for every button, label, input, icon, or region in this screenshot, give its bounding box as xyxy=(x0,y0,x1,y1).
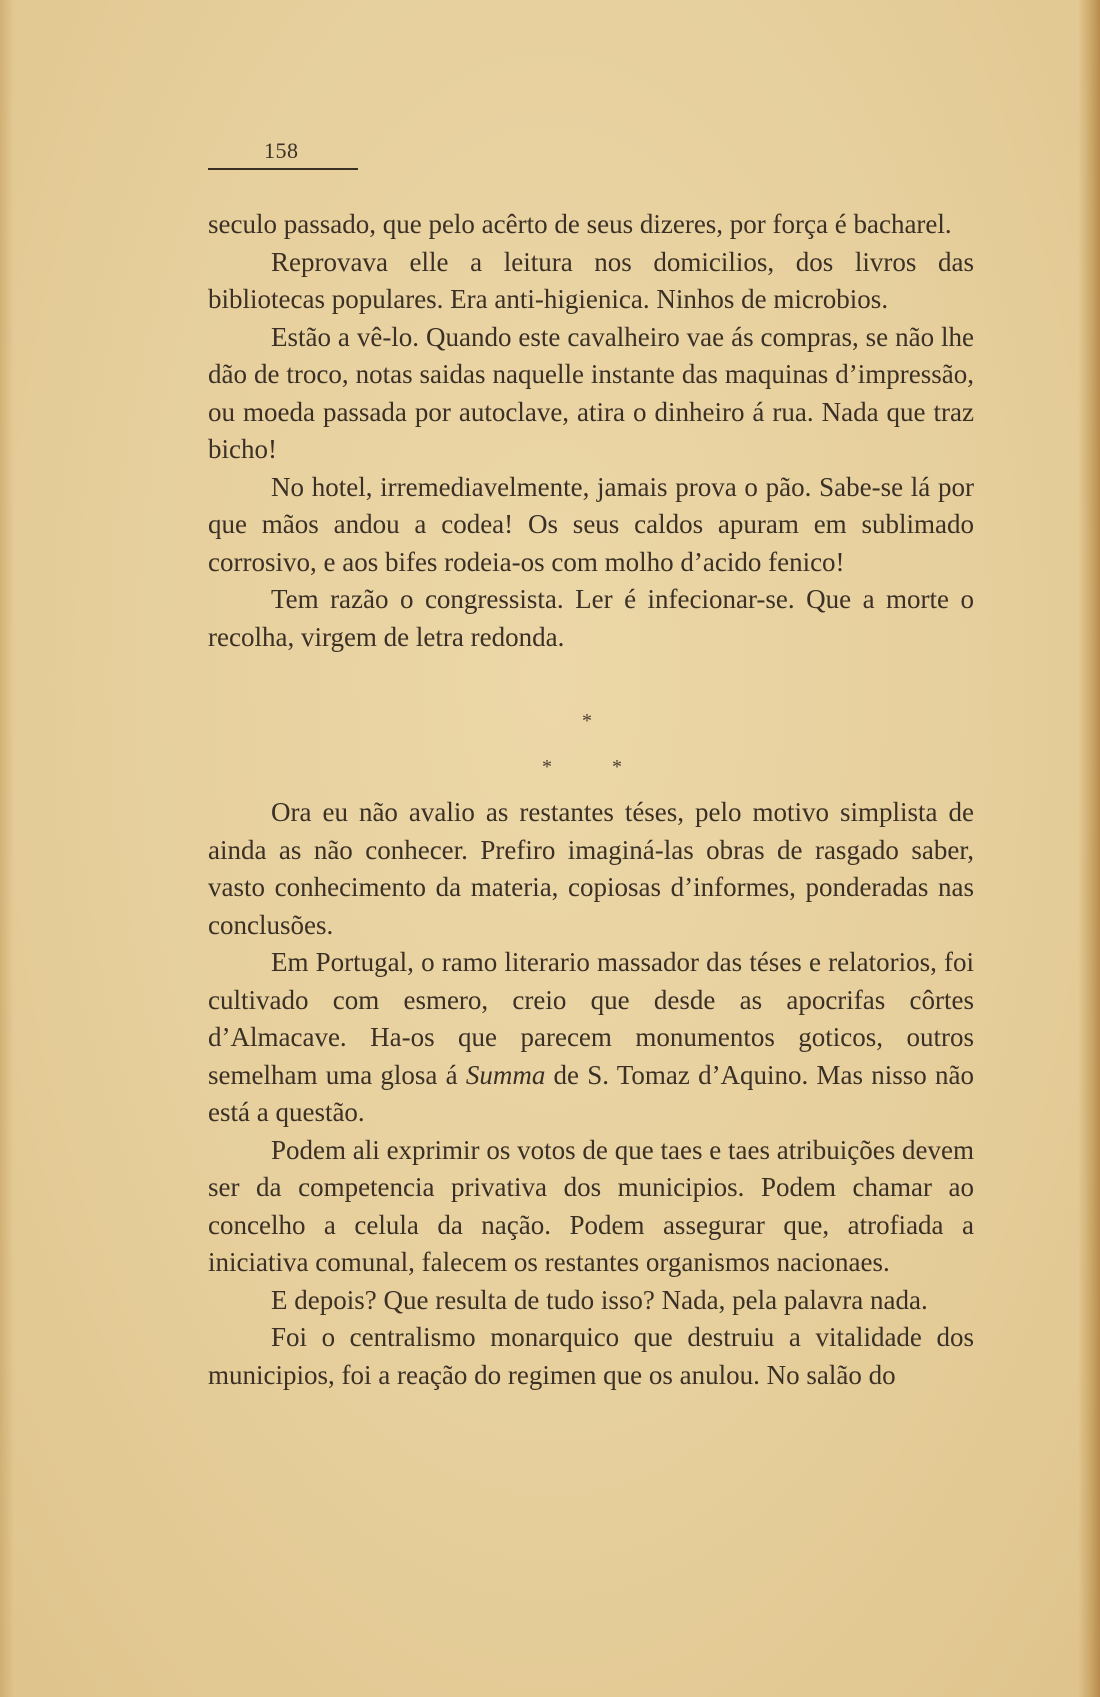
paragraph: Tem razão o congressista. Ler é infecionar-se. Que a morte o recolha, virgem de letra redonda. xyxy=(208,584,974,652)
italic-title: Summa xyxy=(465,1059,546,1090)
separator-asterisk: * xyxy=(612,756,622,778)
paragraph: Foi o centralismo monarquico que destruiu a vitalidade dos municipios, foi a reação do regimen que os anulou. No salão do xyxy=(208,1322,974,1390)
paragraph-text: de S. Tomaz d’Aquino. Mas nisso não está a questão. xyxy=(208,1059,974,1127)
page-edge-shadow-left xyxy=(0,0,14,1697)
paragraph: Estão a vê-lo. Quando este cavalheiro vae ás compras, se não lhe dão de troco, notas saidas naquelle instante das maquinas d’impressão, ou moeda passada por autoclave, atira o dinheiro á rua. Nada que traz bicho! xyxy=(208,321,974,464)
separator-asterisk: * xyxy=(542,756,552,778)
paragraph: seculo passado, que pelo acêrto de seus dizeres, por força é bacharel. xyxy=(208,209,952,239)
paragraph xyxy=(208,944,974,1132)
page-number: 158 xyxy=(264,138,299,163)
separator-asterisk: * xyxy=(582,710,592,732)
section-separator xyxy=(208,656,974,794)
paragraph: E depois? Que resulta de tudo isso? Nada, pela palavra nada. xyxy=(271,1284,928,1315)
page-edge-shadow-right xyxy=(1078,0,1100,1697)
page-header xyxy=(208,138,358,172)
paragraph: Podem ali exprimir os votos de que taes e taes atribuições devem ser da competencia privativa dos municipios. Podem chamar ao concelho a celula da nação. Podem assegurar que, atrofiada a iniciativa comunal, falecem os restantes organismos nacionaes. xyxy=(208,1134,974,1277)
header-rule xyxy=(208,168,358,170)
body-text xyxy=(208,206,974,1394)
paragraph: No hotel, irremediavelmente, jamais prova o pão. Sabe-se lá por que mãos andou a codea! Os seus caldos apuram em sublimado corrosivo, e aos bifes rodeia-os com molho d’acido fenico! xyxy=(208,471,974,577)
paragraph: Ora eu não avalio as restantes téses, pelo motivo simplista de ainda as não conhecer. Prefiro imaginá-las obras de rasgado saber, vasto conhecimento da materia, copiosas d’informes, ponderadas nas conclusões. xyxy=(208,797,974,940)
paragraph: Reprovava elle a leitura nos domicilios, dos livros das bibliotecas populares. Era anti-higienica. Ninhos de microbios. xyxy=(208,246,974,314)
paragraph-text: Em Portugal, o ramo literario massador das téses e relatorios, foi cultivado com esmero, creio que desde as apocrifas côrtes d’Almacave. Ha-os que parecem monumentos goticos, outros semelham uma glosa á xyxy=(208,947,974,1090)
